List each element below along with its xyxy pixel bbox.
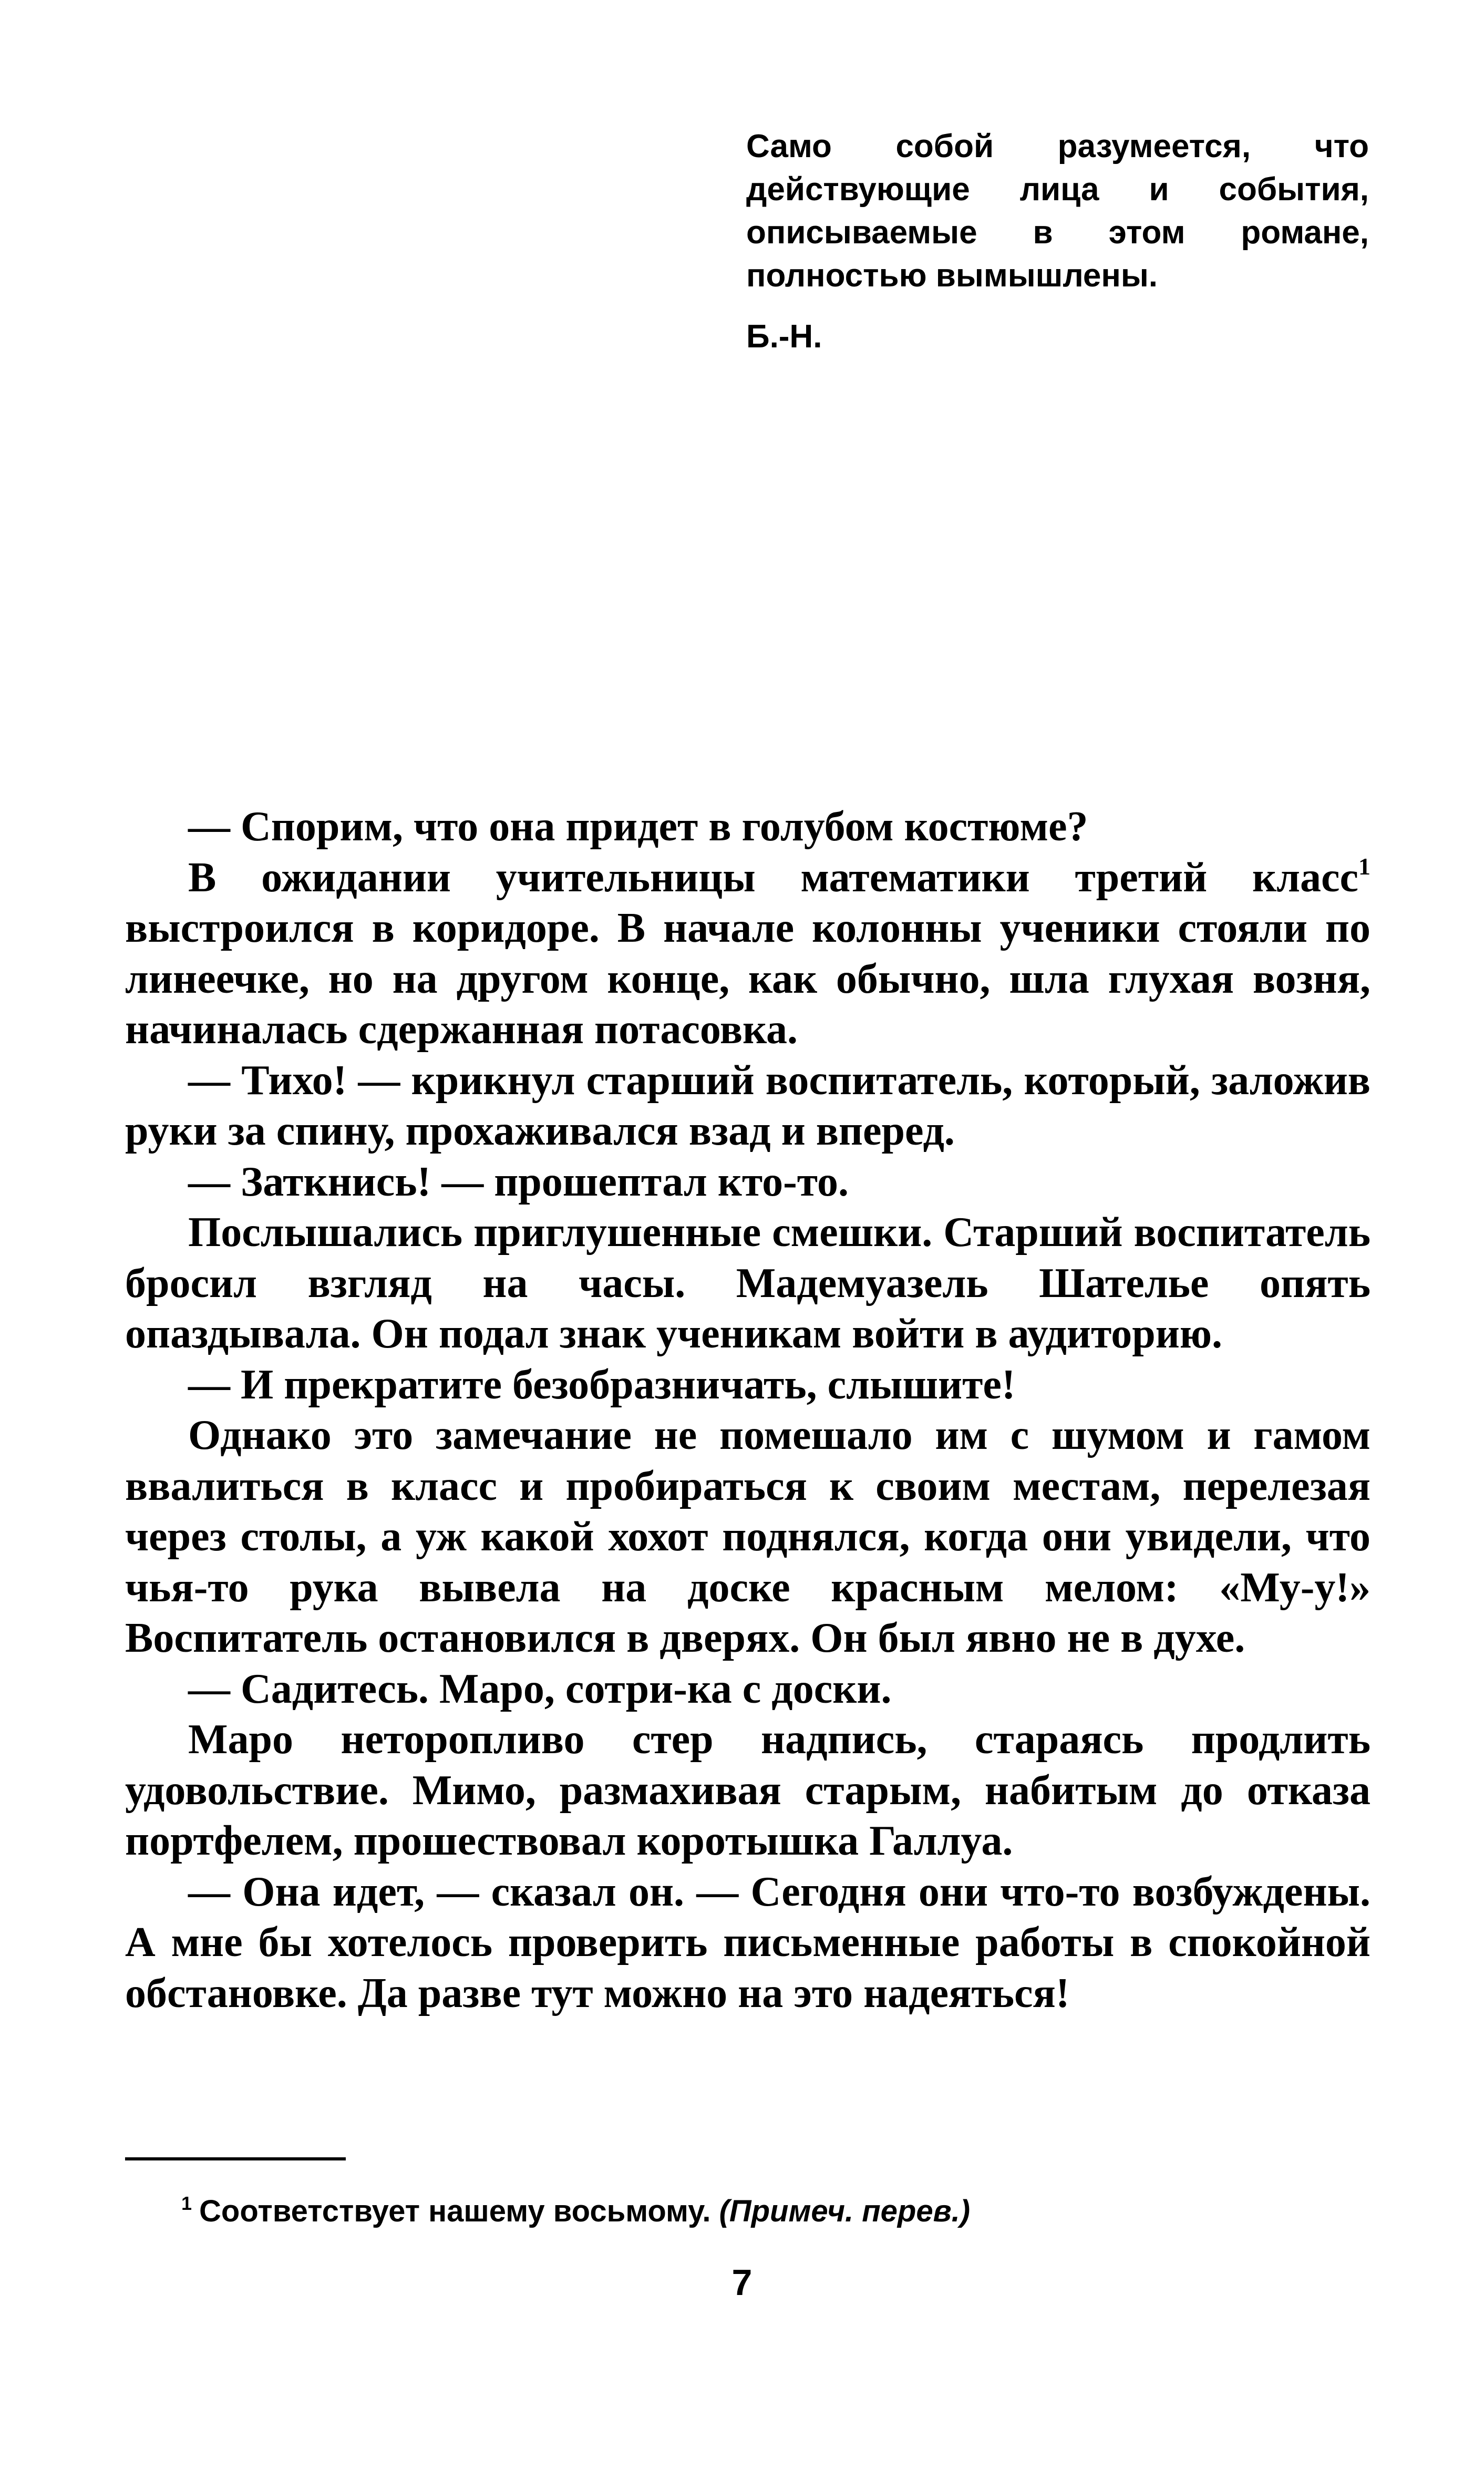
body-text — [125, 801, 1370, 2019]
paragraph: Послышались приглушенные смешки. Старший воспитатель бросил взгляд на часы. Мадемуазель Шателье опять опаздывала. Он подал знак ученикам войти в аудиторию. — [125, 1209, 1370, 1357]
epigraph — [746, 125, 1369, 358]
footnote-reference: 1 — [1358, 852, 1370, 880]
paragraph: — Она идет, — сказал он. — Сегодня они что-то возбуждены. А мне бы хотелось проверить письменные работы в спокойной обстановке. Да разве тут можно на это надеяться! — [125, 1868, 1370, 2016]
paragraph: — Спорим, что она придет в голубом костюме? — [188, 804, 1088, 850]
paragraph-text: выстроился в коридоре. В начале колонны ученики стояли по линеечке, но на другом конце, как обычно, шла глухая возня, начиналась сдержанная потасовка. — [125, 905, 1370, 1053]
epigraph-signature: Б.-Н. — [746, 318, 822, 355]
paragraph: — Садитесь. Маро, сотри-ка с доски. — [188, 1665, 892, 1712]
epigraph-text: Само собой разумеется, что действующие лица и события, описываемые в этом романе, полностью вымышлены. — [746, 128, 1369, 294]
footnote — [181, 2190, 1337, 2232]
paragraph: Однако это замечание не помешало им с шумом и гамом ввалиться в класс и пробираться к своим местам, перелезая через столы, а уж какой хохот поднялся, когда они увидели, что чья-то рука вывела на доске красным мелом: «Му-у!» Воспитатель остановился в дверях. Он был явно не в духе. — [125, 1412, 1370, 1661]
footnote-separator — [125, 2157, 346, 2160]
paragraph: — Тихо! — крикнул старший воспитатель, который, заложив руки за спину, прохаживался взад и вперед. — [125, 1057, 1370, 1154]
paragraph — [125, 852, 1370, 1055]
footnote-marker: 1 — [181, 2193, 192, 2214]
page-number: 7 — [731, 2262, 753, 2303]
paragraph: — И прекратите безобразничать, слышите! — [188, 1361, 1016, 1408]
paragraph: Маро неторопливо стер надпись, стараясь продлить удовольствие. Мимо, размахивая старым, набитым до отказа портфелем, прошествовал коротышка Галлуа. — [125, 1716, 1370, 1864]
footnote-text: Соответствует нашему восьмому. — [199, 2194, 711, 2228]
paragraph: — Заткнись! — прошептал кто-то. — [188, 1158, 849, 1205]
paragraph-text: В ожидании учительницы математики третий класс — [188, 854, 1358, 901]
footnote-translator-note: (Примеч. перев.) — [719, 2194, 971, 2228]
